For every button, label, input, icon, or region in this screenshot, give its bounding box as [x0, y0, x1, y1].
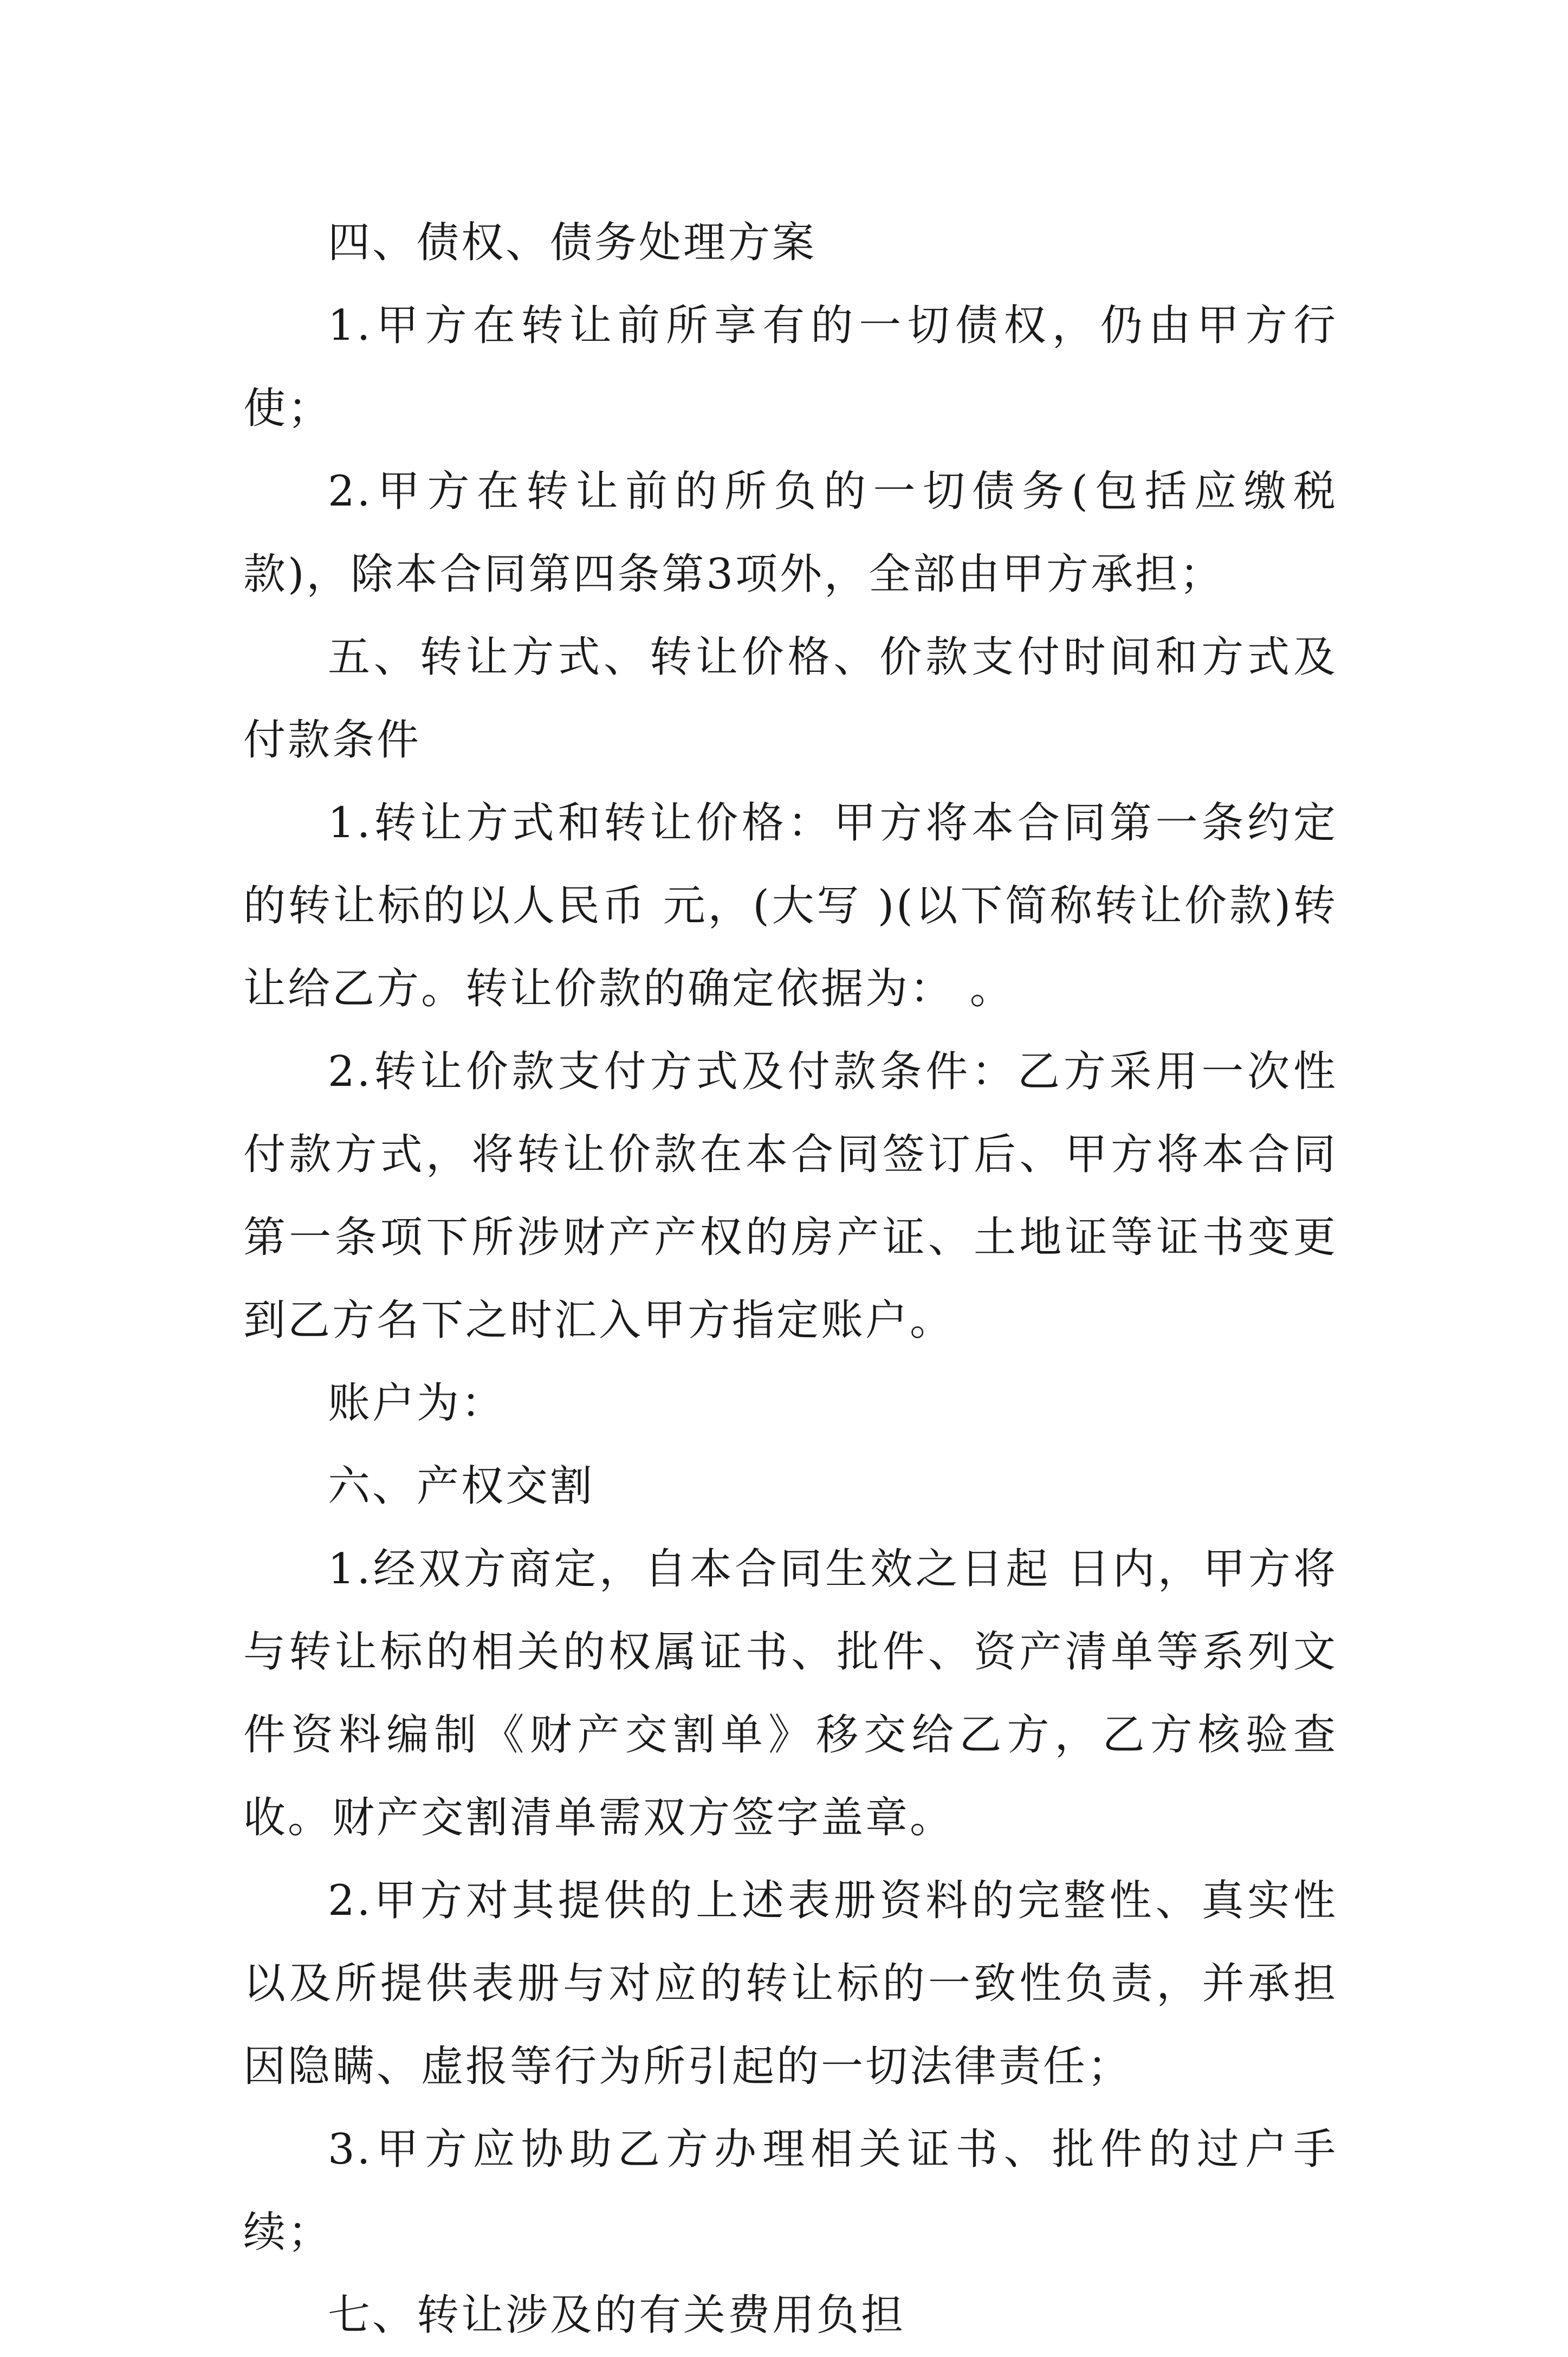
- clause-6-3: 3.甲方应协助乙方办理相关证书、批件的过户手续；: [243, 2125, 1338, 2257]
- section-heading-delivery: 六、产权交割: [328, 1462, 595, 1511]
- section-heading-debt: 四、债权、债务处理方案: [328, 218, 817, 267]
- clause-5-2: 2.转让价款支付方式及付款条件：乙方采用一次性付款方式，将转让价款在本合同签订后、甲方将本合同第一条项下所涉财产产权的房产证、土地证等证书变更到乙方名下之时汇入甲方指定账户。: [243, 1047, 1338, 1345]
- clause-6-1: 1.经双方商定，自本合同生效之日起 日内，甲方将与转让标的相关的权属证书、批件、资产清单等系列文件资料编制《财产交割单》移交给乙方，乙方核验查收。财产交割清单需双方签字盖章。: [243, 1545, 1338, 1842]
- clause-4-1: 1.甲方在转让前所享有的一切债权，仍由甲方行使；: [243, 301, 1338, 433]
- clause-6-2: 2.甲方对其提供的上述表册资料的完整性、真实性以及所提供表册与对应的转让标的一致性负责，并承担因隐瞒、虚报等行为所引起的一切法律责任；: [243, 1876, 1338, 2091]
- document-body: [243, 202, 1338, 2357]
- section-heading-transfer: 五、转让方式、转让价格、价款支付时间和方式及付款条件: [243, 633, 1338, 765]
- section-heading-fees: 七、转让涉及的有关费用负担: [328, 2291, 906, 2340]
- clause-5-1: 1.转让方式和转让价格：甲方将本合同第一条约定的转让标的以人民币 元，(大写 )(以下简称转让价款)转让给乙方。转让价款的确定依据为： 。: [243, 799, 1338, 1013]
- clause-4-2: 2.甲方在转让前的所负的一切债务(包括应缴税款)，除本合同第四条第3项外，全部由甲方承担；: [243, 467, 1338, 599]
- account-line: 账户为：: [328, 1379, 506, 1428]
